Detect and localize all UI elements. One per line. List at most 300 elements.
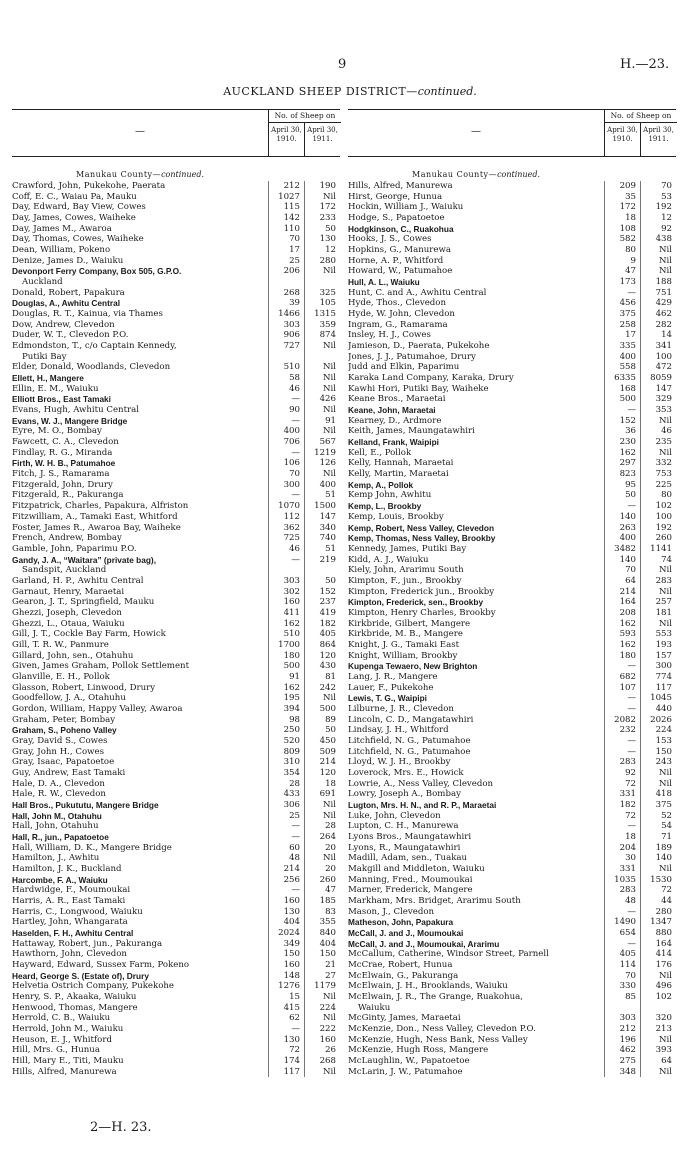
page-title <box>0 85 700 98</box>
sheep-1911: 404 <box>304 939 340 950</box>
sheep-1910: 182 <box>604 800 640 811</box>
sheep-1911: 74 <box>640 555 676 566</box>
sheep-1911: 213 <box>640 1024 676 1035</box>
table-row <box>12 192 340 203</box>
owner-name: Fitzwilliam, A., Tamaki East, Whitford <box>12 511 178 522</box>
sheep-1911: 72 <box>640 885 676 896</box>
sheep-1911: 26 <box>304 1045 340 1056</box>
sheep-1911: 50 <box>304 576 340 587</box>
sheep-1910: 405 <box>604 949 640 960</box>
column-1910-header: April 30, 1910. <box>268 123 304 156</box>
sheep-1911: 864 <box>304 640 340 651</box>
sheep-1910: 256 <box>268 875 304 886</box>
table-row <box>12 832 340 843</box>
sheep-1911: 260 <box>304 875 340 886</box>
table-row <box>348 224 676 235</box>
table-row <box>12 245 340 256</box>
sheep-1911: 214 <box>304 757 340 768</box>
owner-name: Hodgkinson, C., Ruakohua <box>348 223 454 234</box>
sheep-1910: — <box>268 885 304 896</box>
owner-name: Putiki Bay <box>22 351 67 362</box>
table-row <box>12 587 340 598</box>
sheep-1910: 30 <box>604 853 640 864</box>
sheep-1911: 20 <box>304 843 340 854</box>
sheep-1910: 725 <box>268 533 304 544</box>
sheep-1910: 303 <box>604 1013 640 1024</box>
owner-name: McCall, J. and J., Moumoukai, Ararimu <box>348 938 500 949</box>
owner-name: Lloyd, W. J. H., Brookby <box>348 757 451 768</box>
sheep-1910: 809 <box>268 747 304 758</box>
owner-name: McCallum, Catherine, Windsor Street, Parnell <box>348 949 549 960</box>
owner-name: Karaka Land Company, Karaka, Drury <box>348 373 514 384</box>
table-row <box>12 224 340 235</box>
sheep-1910: — <box>268 1024 304 1035</box>
table-row <box>12 853 340 864</box>
table-row <box>12 416 340 427</box>
owner-name: Harris, A. R., East Tamaki <box>12 896 126 907</box>
sheep-1911: Nil <box>640 864 676 875</box>
owner-name: Lilburne, J. R., Clevedon <box>348 703 454 714</box>
owner-name: Jones, J. J., Patumahoe, Drury <box>348 351 476 362</box>
owner-name: Jamieson, D., Paerata, Pukekohe <box>348 341 490 352</box>
sheep-1910: 130 <box>268 907 304 918</box>
sheep-1911: Nil <box>304 853 340 864</box>
owner-name: Lyons, R., Maungatawhiri <box>348 842 461 853</box>
sheep-1911: 120 <box>304 768 340 779</box>
title-main: AUCKLAND SHEEP DISTRICT— <box>223 85 418 98</box>
table-row <box>348 288 676 299</box>
sheep-1910: 335 <box>604 341 640 352</box>
sheep-1910: 456 <box>604 298 640 309</box>
table-row <box>348 811 676 822</box>
sheep-1911: 126 <box>304 458 340 469</box>
sheep-1910: 148 <box>268 971 304 982</box>
owner-name: Dow, Andrew, Clevedon <box>12 319 115 330</box>
sheep-1911: Nil <box>304 469 340 480</box>
table-row <box>348 384 676 395</box>
table-row <box>348 843 676 854</box>
table-row <box>12 309 340 320</box>
owner-name: Kawhi Hori, Putiki Bay, Waiheke <box>348 383 489 394</box>
sheep-1910: 1276 <box>268 981 304 992</box>
sheep-1911: 1219 <box>304 448 340 459</box>
owner-name: Knight, William, Brookby <box>348 650 458 661</box>
sheep-1910: 500 <box>268 661 304 672</box>
sheep-1910: 208 <box>604 608 640 619</box>
sheep-1911: 222 <box>304 1024 340 1035</box>
table-row <box>348 715 676 726</box>
sheep-1910: 275 <box>604 1056 640 1067</box>
table-row <box>348 693 676 704</box>
sheep-1910: — <box>268 448 304 459</box>
owner-name: Dean, William, Pokeno <box>12 245 111 256</box>
table-row <box>348 320 676 331</box>
sheep-1910: 160 <box>268 896 304 907</box>
sheep-1910: 212 <box>268 181 304 192</box>
owner-name: Fawcett, C. A., Clevedon <box>12 437 119 448</box>
owner-name: Evans, W. J., Mangere Bridge <box>12 415 128 426</box>
table-row <box>348 928 676 939</box>
owner-name: Hill, Mary E., Titi, Mauku <box>12 1056 124 1067</box>
sheep-1910: 90 <box>268 405 304 416</box>
owner-name: Herrold, C. B., Waiuku <box>12 1013 111 1024</box>
table-row <box>12 362 340 373</box>
owner-name: Hill, Mrs. G., Hunua <box>12 1045 100 1056</box>
table-row <box>12 725 340 736</box>
left-table-header <box>12 110 340 157</box>
owner-name: Kirkbride, Gilbert, Mangere <box>348 618 471 629</box>
sheep-1910 <box>604 1003 640 1014</box>
owner-name: Loverock, Mrs. E., Howick <box>348 767 464 778</box>
table-row <box>348 544 676 555</box>
sheep-1911: 359 <box>304 320 340 331</box>
sheep-1911: Nil <box>640 619 676 630</box>
section-suffix: continued. <box>497 170 540 179</box>
sheep-1910: 70 <box>268 234 304 245</box>
owner-name: Kelland, Frank, Waipipi <box>348 437 439 448</box>
sheep-1910: 727 <box>268 341 304 352</box>
sheep-1910: 62 <box>268 1013 304 1024</box>
table-row <box>348 757 676 768</box>
table-row <box>348 885 676 896</box>
table-row <box>348 416 676 427</box>
sheep-1911: 190 <box>304 181 340 192</box>
sheep-1910: — <box>268 821 304 832</box>
sheep-1910: 72 <box>268 1045 304 1056</box>
sheep-1911: 172 <box>304 202 340 213</box>
owner-name: Keane Bros., Maraetai <box>348 394 446 405</box>
sheep-1911: 28 <box>304 821 340 832</box>
sheep-1910: 206 <box>268 266 304 277</box>
sheep-1911: 753 <box>640 469 676 480</box>
table-row <box>12 266 340 277</box>
sheep-1910: — <box>604 661 640 672</box>
owner-name: Hall Bros., Pukututu, Mangere Bridge <box>12 799 159 810</box>
sheep-1911: 419 <box>304 608 340 619</box>
sheep-1911: 185 <box>304 896 340 907</box>
owner-name: Gray, Isaac, Papatoetoe <box>12 757 115 768</box>
sheep-1911: 440 <box>640 704 676 715</box>
table-row <box>348 672 676 683</box>
sheep-1910: 214 <box>268 864 304 875</box>
table-row <box>12 747 340 758</box>
sheep-1911: 46 <box>640 426 676 437</box>
sheep-1910: 35 <box>604 192 640 203</box>
owner-name: Herrold, John M., Waiuku <box>12 1024 124 1035</box>
sheep-1910: — <box>268 832 304 843</box>
table-row <box>12 928 340 939</box>
table-row <box>348 875 676 886</box>
sheep-1910: 162 <box>604 619 640 630</box>
sheep-1911: Nil <box>304 384 340 395</box>
sheep-1911: 20 <box>304 864 340 875</box>
table-row <box>348 800 676 811</box>
sheep-1911: 54 <box>640 821 676 832</box>
sheep-1911: 243 <box>640 757 676 768</box>
sheep-1911: 462 <box>640 309 676 320</box>
sheep-1910: 46 <box>268 544 304 555</box>
sheep-1910: 500 <box>604 394 640 405</box>
sheep-1911 <box>304 277 340 288</box>
column-1910-header: April 30, 1910. <box>604 123 640 156</box>
sheep-1911: 189 <box>640 843 676 854</box>
owner-name: Graham, S., Poheno Valley <box>12 725 117 736</box>
sheep-1911: 1530 <box>640 875 676 886</box>
sheep-1910: 362 <box>268 523 304 534</box>
sheep-1911: 405 <box>304 629 340 640</box>
owner-name: Auckland <box>22 277 63 288</box>
sheep-1910: 263 <box>604 523 640 534</box>
owner-name: Heuson, E. J., Whitford <box>12 1034 112 1045</box>
owner-name: Douglas, A., Awhitu Central <box>12 298 121 309</box>
owner-name: McElwain, J. R., The Grange, Ruakohua, <box>348 992 523 1003</box>
owner-name: Sandspit, Auckland <box>22 565 107 576</box>
owner-name: Goodfellow, J. A., Otahuhu <box>12 693 126 704</box>
sheep-1910: 558 <box>604 362 640 373</box>
sheep-1911: 89 <box>304 715 340 726</box>
sheep-1911: 553 <box>640 629 676 640</box>
owner-name: Graham, Peter, Bombay <box>12 714 116 725</box>
table-row <box>12 341 340 352</box>
sheep-1911: Nil <box>640 256 676 267</box>
sheep-1911: 1141 <box>640 544 676 555</box>
sheep-1910: 230 <box>604 437 640 448</box>
owner-name: Hale, R. W., Clevedon <box>12 789 106 800</box>
table-row <box>12 843 340 854</box>
sheep-1910: 58 <box>268 373 304 384</box>
owner-name: Kimpton, Frederick, sen., Brookby <box>348 597 484 608</box>
sheep-1910: 209 <box>604 181 640 192</box>
table-row <box>12 917 340 928</box>
sheep-1910: 196 <box>604 1035 640 1046</box>
owner-name: Helvetia Ostrich Company, Pukekohe <box>12 981 175 992</box>
owner-name: Gearon, J. T., Springfield, Mauku <box>12 597 155 608</box>
sheep-1910: 160 <box>268 960 304 971</box>
table-row <box>348 1035 676 1046</box>
table-row <box>348 992 676 1003</box>
sheep-1911: 880 <box>640 928 676 939</box>
sheep-1910: 164 <box>604 597 640 608</box>
owner-name: Hall, William, D. K., Mangere Bridge <box>12 842 172 853</box>
sheep-1910: 162 <box>604 640 640 651</box>
sheep-1911: 188 <box>640 277 676 288</box>
title-suffix: continued. <box>417 85 477 98</box>
table-row <box>348 981 676 992</box>
sheep-1911: 282 <box>640 320 676 331</box>
sheep-1911: 500 <box>304 704 340 715</box>
owner-name: Knight, J. G., Tamaki East <box>348 639 460 650</box>
owner-name: Kelly, Martin, Maraetai <box>348 469 449 480</box>
sheep-1911: 150 <box>640 747 676 758</box>
sheep-1911: 224 <box>640 725 676 736</box>
owner-name: Lupton, C. H., Manurewa <box>348 821 459 832</box>
table-row <box>348 949 676 960</box>
table-row <box>348 747 676 758</box>
sheep-1910: — <box>268 490 304 501</box>
sheep-1911: 426 <box>304 394 340 405</box>
table-row <box>348 373 676 384</box>
table-row <box>348 704 676 715</box>
sheep-1911: 840 <box>304 928 340 939</box>
owner-name: Findlay, R. G., Miranda <box>12 447 113 458</box>
sheep-1911: 450 <box>304 736 340 747</box>
sheep-1910: 283 <box>604 757 640 768</box>
table-row <box>12 1024 340 1035</box>
owner-name: Marner, Frederick, Mangere <box>348 885 473 896</box>
sheep-1910: 91 <box>268 672 304 683</box>
sheep-1911: 157 <box>640 651 676 662</box>
table-row <box>348 853 676 864</box>
sheep-1910: — <box>604 736 640 747</box>
sheep-1910: 520 <box>268 736 304 747</box>
sheep-1910: 180 <box>604 651 640 662</box>
owner-name: Kupenga Tewaero, New Brighton <box>348 661 478 672</box>
sheep-1911: 2026 <box>640 715 676 726</box>
table-row <box>12 565 340 576</box>
sheep-1911: 176 <box>640 960 676 971</box>
table-row <box>12 971 340 982</box>
owner-name: Kemp, A., Pollok <box>348 479 414 490</box>
sheep-1910: 331 <box>604 864 640 875</box>
table-row <box>12 469 340 480</box>
table-row <box>12 757 340 768</box>
owner-name: Kelly, Hannah, Maraetai <box>348 458 454 469</box>
sheep-1910: 95 <box>604 480 640 491</box>
sheep-1911: 375 <box>640 800 676 811</box>
section-name: Manukau County— <box>76 170 162 179</box>
owner-name: Ghezzi, L., Otaua, Waiuku <box>12 618 125 629</box>
page-header <box>0 0 700 100</box>
sheep-1911: 80 <box>640 490 676 501</box>
sheep-1911: 355 <box>304 917 340 928</box>
sheep-1911 <box>304 352 340 363</box>
table-row <box>348 394 676 405</box>
sheep-1911: Nil <box>304 341 340 352</box>
sheep-1910: 25 <box>268 256 304 267</box>
owner-name: Ingram, G., Ramarama <box>348 319 448 330</box>
sheep-1910: 394 <box>268 704 304 715</box>
table-row <box>12 523 340 534</box>
table-row <box>12 800 340 811</box>
table-row <box>12 693 340 704</box>
table-row <box>348 565 676 576</box>
sheep-1910: 28 <box>268 779 304 790</box>
owner-name: Henwood, Thomas, Mangere <box>12 1002 138 1013</box>
sheep-1911: 280 <box>640 907 676 918</box>
table-row <box>12 1013 340 1024</box>
table-row <box>12 555 340 566</box>
owner-name: Horne, A. P., Whitford <box>348 255 444 266</box>
sheep-1911: 751 <box>640 288 676 299</box>
sheep-1910: 39 <box>268 298 304 309</box>
sheep-1911: 50 <box>304 224 340 235</box>
sheep-1910: 107 <box>604 683 640 694</box>
sheep-1910: 415 <box>268 1003 304 1014</box>
sheep-1910: 214 <box>604 587 640 598</box>
table-row <box>12 821 340 832</box>
sheep-1911: 320 <box>640 1013 676 1024</box>
owner-name: Hall, R., jun., Papatoetoe <box>12 831 109 842</box>
table-row <box>348 1024 676 1035</box>
owner-name: Harcombe, F. A., Waiuku <box>12 874 108 885</box>
sheep-1911: Nil <box>304 426 340 437</box>
sheep-1911: 1347 <box>640 917 676 928</box>
table-row <box>348 683 676 694</box>
table-row <box>348 533 676 544</box>
owner-name: Fitch, J. S., Ramarama <box>12 469 110 480</box>
table-row <box>12 490 340 501</box>
sheep-1911: 147 <box>640 384 676 395</box>
sheep-1911: 18 <box>304 779 340 790</box>
owner-name: McCrae, Robert, Hunua <box>348 960 453 971</box>
sheep-1911: 105 <box>304 298 340 309</box>
owner-name: Lang, J. R., Mangere <box>348 671 438 682</box>
sheep-1910: — <box>268 416 304 427</box>
sheep-1910: 130 <box>268 1035 304 1046</box>
table-row <box>12 1003 340 1014</box>
sheep-1910: — <box>604 405 640 416</box>
table-row <box>348 960 676 971</box>
sheep-1910: 582 <box>604 234 640 245</box>
sheep-group-header: No. of Sheep on <box>604 110 677 123</box>
table-row <box>348 448 676 459</box>
right-table-header <box>348 110 676 157</box>
owner-name: Insley, H. J., Cowes <box>348 330 431 341</box>
sheep-1910: 232 <box>604 725 640 736</box>
table-row <box>12 651 340 662</box>
sheep-1911 <box>640 1003 676 1014</box>
owner-name: McElwain, G., Pakuranga <box>348 970 459 981</box>
sheep-1910: 114 <box>604 960 640 971</box>
sheep-1910: 823 <box>604 469 640 480</box>
section-label <box>348 169 604 181</box>
owner-name: Gill, T. R. W., Panmure <box>12 639 109 650</box>
sheep-1910: 306 <box>268 800 304 811</box>
sheep-1910: 330 <box>604 981 640 992</box>
table-row <box>348 779 676 790</box>
table-row <box>12 704 340 715</box>
table-row <box>12 1056 340 1067</box>
column-1911-header: April 30, 1911. <box>640 123 676 156</box>
sheep-1911: 100 <box>640 352 676 363</box>
table-row <box>12 672 340 683</box>
owner-name: Hale, D. A., Clevedon <box>12 778 105 789</box>
owner-name: Hopkins, G., Manurewa <box>348 245 451 256</box>
sheep-1911: Nil <box>640 266 676 277</box>
table-row <box>12 202 340 213</box>
sheep-1910: 283 <box>604 885 640 896</box>
sheep-1911: 353 <box>640 405 676 416</box>
sheep-1910: 433 <box>268 789 304 800</box>
sheep-1911: 225 <box>640 480 676 491</box>
sheep-1910: 72 <box>604 779 640 790</box>
sheep-1910: 303 <box>268 576 304 587</box>
sheep-1910: — <box>268 555 304 566</box>
sheep-1910: 106 <box>268 458 304 469</box>
table-row <box>348 1003 676 1014</box>
sheep-1910: — <box>604 747 640 758</box>
sheep-1911: 120 <box>304 651 340 662</box>
sheep-1910: 140 <box>604 512 640 523</box>
sheep-1910: 400 <box>604 533 640 544</box>
table-row <box>12 512 340 523</box>
sheep-1910: 172 <box>604 202 640 213</box>
owner-name: Hirst, George, Hunua <box>348 191 443 202</box>
owner-name: Hodge, S., Papatoetoe <box>348 213 445 224</box>
owner-name: Glanville, E. H., Pollok <box>12 671 110 682</box>
table-row <box>12 458 340 469</box>
sheep-1910: 70 <box>604 565 640 576</box>
